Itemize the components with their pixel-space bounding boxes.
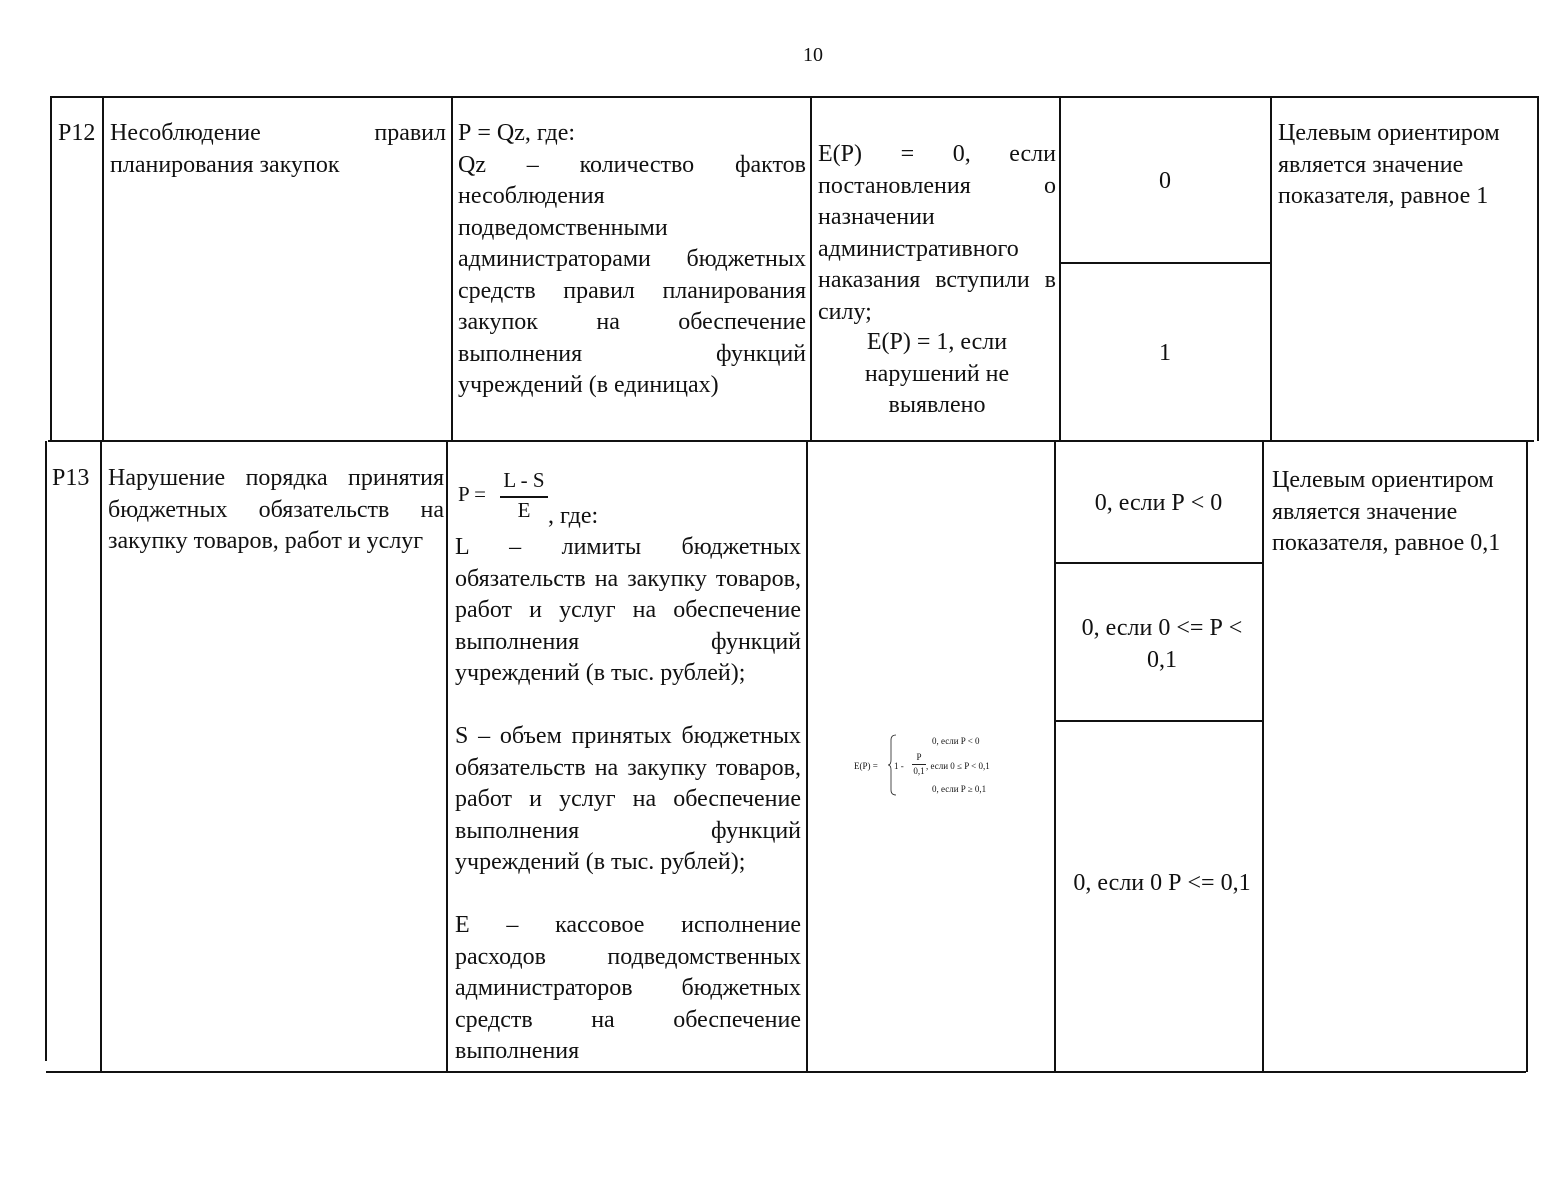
column-line (810, 96, 812, 441)
score-divider (1054, 720, 1263, 722)
column-line (806, 441, 808, 1072)
evaluation-case-suffix: , если 0 ≤ P < 0,1 (926, 761, 990, 771)
score-value: 1 (1159, 340, 1171, 366)
row-code: Р13 (52, 465, 90, 491)
formula-head: Р = Qz, где: (458, 120, 576, 146)
evaluation-case: 0, если P < 0 (932, 736, 980, 746)
indicator-name: Несоблюдение правил планирования закупок (110, 120, 446, 178)
score-value: 0, если 0 Р <= 0,1 (1073, 870, 1251, 896)
evaluation-text: Е(Р) = 0, если постановления о назначении административного наказания вступили в силу; (818, 141, 1056, 325)
evaluation-case: 0, если P ≥ 0,1 (932, 784, 987, 794)
column-line (1054, 441, 1056, 1072)
row-code: Р12 (58, 120, 96, 146)
formula-description: S – объем принятых бюджетных обязательств на закупку товаров, работ и услуг на обеспечение выполнения функций учреждений (в тыс. рублей); (455, 723, 801, 875)
table-border-top (50, 96, 1538, 98)
column-line (102, 96, 104, 441)
formula-description: Е – кассовое исполнение расходов подведомственных администраторов бюджетных средств на обеспечение выполнения (455, 912, 801, 1064)
formula-lhs: P = (458, 482, 486, 506)
target-text: Целевым ориентиром является значение показателя, равное 0,1 (1272, 467, 1501, 556)
evaluation-case-num: P (916, 752, 922, 762)
column-line (446, 441, 448, 1072)
score-value: 0 (1159, 168, 1171, 194)
target-text: Целевым ориентиром является значение показателя, равное 1 (1278, 120, 1500, 209)
column-line (45, 441, 47, 1061)
evaluation-text: Е(Р) = 1, если нарушений не выявлено (864, 329, 1010, 418)
column-line (1262, 441, 1264, 1072)
evaluation-case-bar (912, 764, 926, 765)
evaluation-formula-lhs: E(P) = (854, 761, 878, 771)
score-divider (1054, 562, 1263, 564)
column-line (1537, 96, 1539, 441)
column-line (100, 441, 102, 1072)
formula-description: Qz – количество фактов несоблюдения подведомственными администраторами бюджетных средств правил планирования закупок на обеспечение выполнения функций учреждений (в единицах) (458, 151, 806, 398)
score-value: 0, если Р < 0 (1094, 490, 1223, 516)
column-line (1059, 96, 1061, 441)
formula-description: L – лимиты бюджетных обязательств на закупку товаров, работ и услуг на обеспечение выполнения функций учреждений (в тыс. рублей); (455, 534, 801, 686)
column-line (1270, 96, 1272, 441)
score-value: 0, если 0 <= Р < 0,1 (1081, 615, 1243, 673)
formula-denominator: E (517, 498, 531, 522)
score-divider (1059, 262, 1271, 264)
indicator-name: Нарушение порядка принятия бюджетных обязательств на закупку товаров, работ и услуг (108, 465, 444, 554)
table-border-bottom (46, 1071, 1526, 1073)
formula-numerator: L - S (503, 468, 545, 492)
formula-where: , где: (548, 503, 599, 529)
column-line (50, 96, 52, 441)
row-divider (48, 440, 1534, 442)
page-number: 10 (803, 44, 823, 66)
column-line (451, 96, 453, 441)
evaluation-formula (850, 734, 1030, 798)
evaluation-case-den: 0,1 (913, 766, 925, 776)
evaluation-case-prefix: 1 - (894, 761, 904, 771)
